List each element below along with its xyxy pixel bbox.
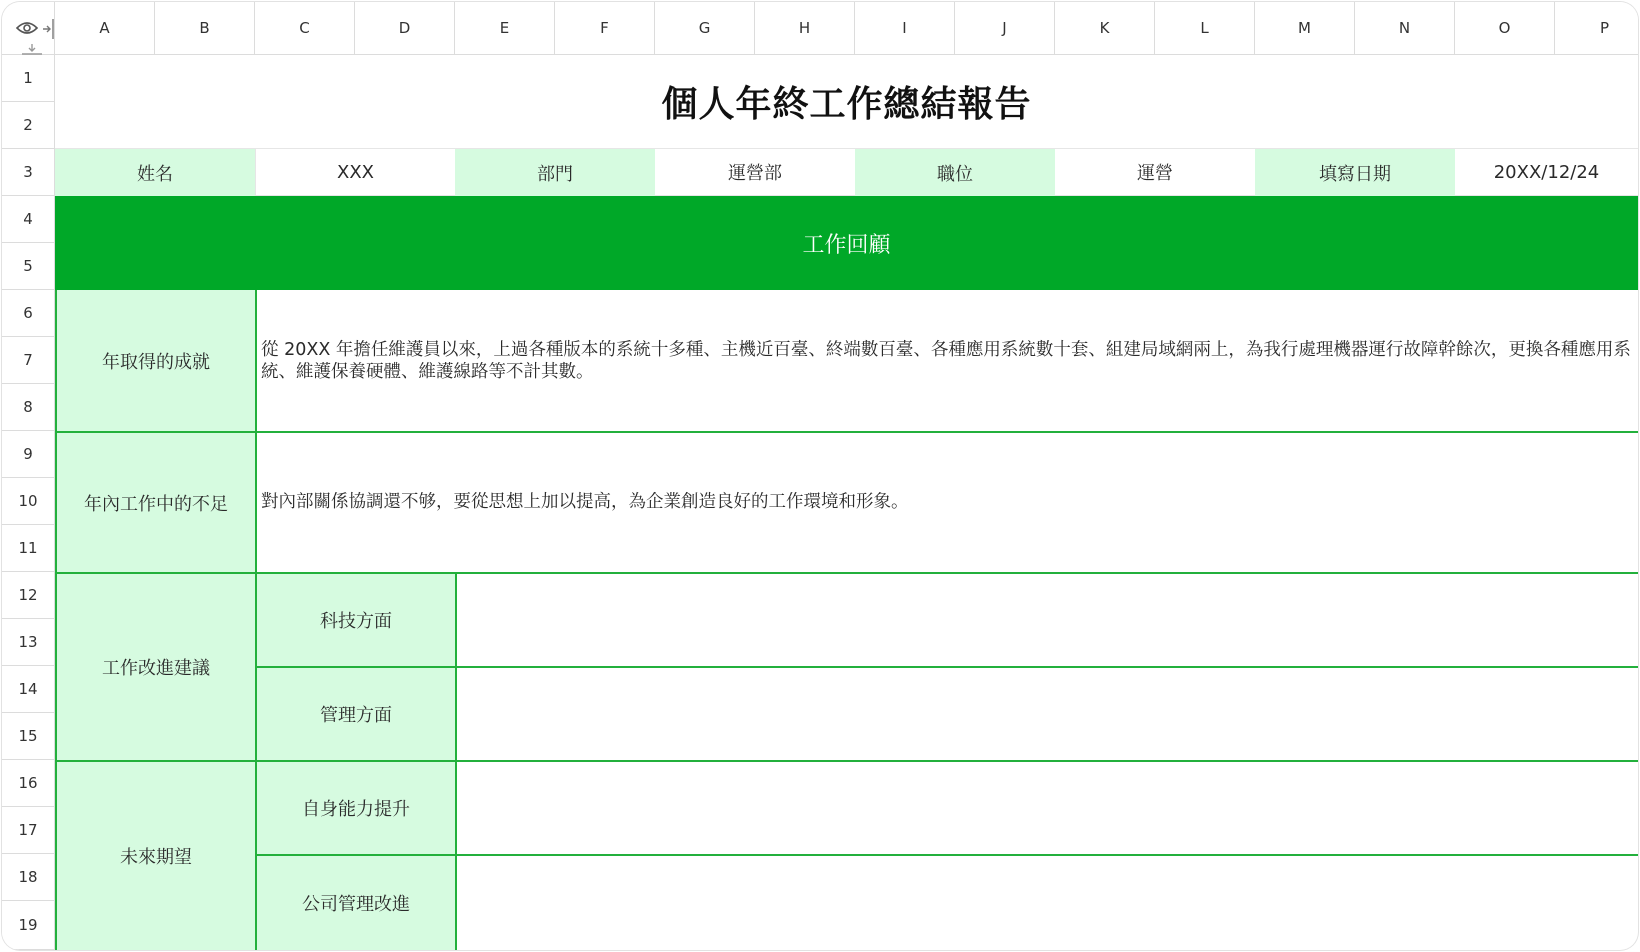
- row-header-17[interactable]: 17: [2, 807, 55, 854]
- spreadsheet-view: [2, 2, 1638, 950]
- row-header-6[interactable]: 6: [2, 290, 55, 337]
- row-header-1[interactable]: 1: [2, 55, 55, 102]
- improvements-label-cell[interactable]: [55, 572, 257, 762]
- achievements-label: 年取得的成就: [102, 351, 210, 373]
- improvements-label: 工作改進建議: [102, 658, 210, 679]
- name-value-cell[interactable]: [255, 149, 455, 196]
- column-header-I[interactable]: I: [855, 2, 955, 55]
- shortcomings-label: 年內工作中的不足: [84, 493, 228, 515]
- row-header-4[interactable]: 4: [2, 196, 55, 243]
- tech-aspect-label: 科技方面: [320, 611, 392, 632]
- column-header-K[interactable]: K: [1055, 2, 1155, 55]
- date-label-cell[interactable]: [1255, 149, 1455, 196]
- column-header-G[interactable]: G: [655, 2, 755, 55]
- row-header-13[interactable]: 13: [2, 619, 55, 666]
- management-aspect-label: 管理方面: [320, 705, 392, 726]
- column-header-A[interactable]: A: [55, 2, 155, 55]
- dept-label: 部門: [537, 163, 573, 185]
- row-header-16[interactable]: 16: [2, 760, 55, 807]
- date-value-cell[interactable]: [1455, 149, 1638, 196]
- position-label-cell[interactable]: [855, 149, 1055, 196]
- tech-aspect-input[interactable]: [455, 572, 1638, 668]
- name-label: 姓名: [137, 163, 173, 185]
- tech-aspect-cell[interactable]: [255, 572, 457, 668]
- self-improvement-label: 自身能力提升: [302, 799, 410, 820]
- dept-label-cell[interactable]: [455, 149, 655, 196]
- column-header-J[interactable]: J: [955, 2, 1055, 55]
- dept-value-cell[interactable]: [655, 149, 855, 196]
- column-header-M[interactable]: M: [1255, 2, 1355, 55]
- row-header-19[interactable]: 19: [2, 901, 55, 950]
- self-improvement-input[interactable]: [455, 760, 1638, 856]
- report-title: 個人年終工作總結報告: [661, 84, 1032, 125]
- company-management-cell[interactable]: [255, 854, 457, 950]
- column-header-P[interactable]: P: [1555, 2, 1638, 55]
- position-value-cell[interactable]: [1055, 149, 1255, 196]
- achievements-label-cell[interactable]: [55, 290, 257, 433]
- management-aspect-cell[interactable]: [255, 666, 457, 762]
- company-management-label: 公司管理改進: [302, 894, 410, 915]
- position-label: 職位: [937, 163, 973, 185]
- future-label-cell[interactable]: [55, 760, 257, 950]
- row-header-11[interactable]: 11: [2, 525, 55, 572]
- column-header-H[interactable]: H: [755, 2, 855, 55]
- self-improvement-cell[interactable]: [255, 760, 457, 856]
- eye-icon[interactable]: [16, 18, 38, 38]
- column-header-O[interactable]: O: [1455, 2, 1555, 55]
- dept-value: 運營部: [728, 163, 782, 184]
- row-header-14[interactable]: 14: [2, 666, 55, 713]
- management-aspect-input[interactable]: [455, 666, 1638, 762]
- row-header-3[interactable]: 3: [2, 149, 55, 196]
- column-header-C[interactable]: C: [255, 2, 355, 55]
- shortcomings-label-cell[interactable]: [55, 431, 257, 574]
- shortcomings-text-cell[interactable]: [255, 431, 1638, 574]
- row-header-10[interactable]: 10: [2, 478, 55, 525]
- row-header-18[interactable]: 18: [2, 854, 55, 901]
- row-header-8[interactable]: 8: [2, 384, 55, 431]
- shortcomings-text: 對內部關係協調還不够，要從思想上加以提高，為企業創造良好的工作環境和形象。: [261, 491, 909, 512]
- row-header-7[interactable]: 7: [2, 337, 55, 384]
- company-management-input[interactable]: [455, 854, 1638, 950]
- row-header-12[interactable]: 12: [2, 572, 55, 619]
- report-title-cell[interactable]: [55, 55, 1638, 149]
- row-header-2[interactable]: 2: [2, 102, 55, 149]
- row-header-5[interactable]: 5: [2, 243, 55, 290]
- column-header-F[interactable]: F: [555, 2, 655, 55]
- work-review-heading: 工作回顧: [802, 232, 891, 258]
- column-header-N[interactable]: N: [1355, 2, 1455, 55]
- column-header-B[interactable]: B: [155, 2, 255, 55]
- work-review-banner[interactable]: [55, 196, 1638, 290]
- name-value: XXX: [337, 161, 374, 183]
- achievements-text-cell[interactable]: [255, 290, 1638, 433]
- date-value: 20XX/12/24: [1493, 161, 1600, 183]
- date-label: 填寫日期: [1319, 163, 1391, 185]
- column-header-D[interactable]: D: [355, 2, 455, 55]
- column-header-L[interactable]: L: [1155, 2, 1255, 55]
- name-label-cell[interactable]: [55, 149, 255, 196]
- position-value: 運營: [1137, 163, 1173, 184]
- future-label: 未來期望: [120, 847, 192, 868]
- achievements-text: 從 20XX 年擔任維護員以來，上過各種版本的系統十多種、主機近百臺、終端數百臺、各種應用系統數十套、組建局域網兩上，為我行處理機器運行故障幹餘次，更換各種應用系統、維護保養硬體、維護線路等不計其數。: [261, 339, 1631, 382]
- row-header-15[interactable]: 15: [2, 713, 55, 760]
- column-header-E[interactable]: E: [455, 2, 555, 55]
- row-header-9[interactable]: 9: [2, 431, 55, 478]
